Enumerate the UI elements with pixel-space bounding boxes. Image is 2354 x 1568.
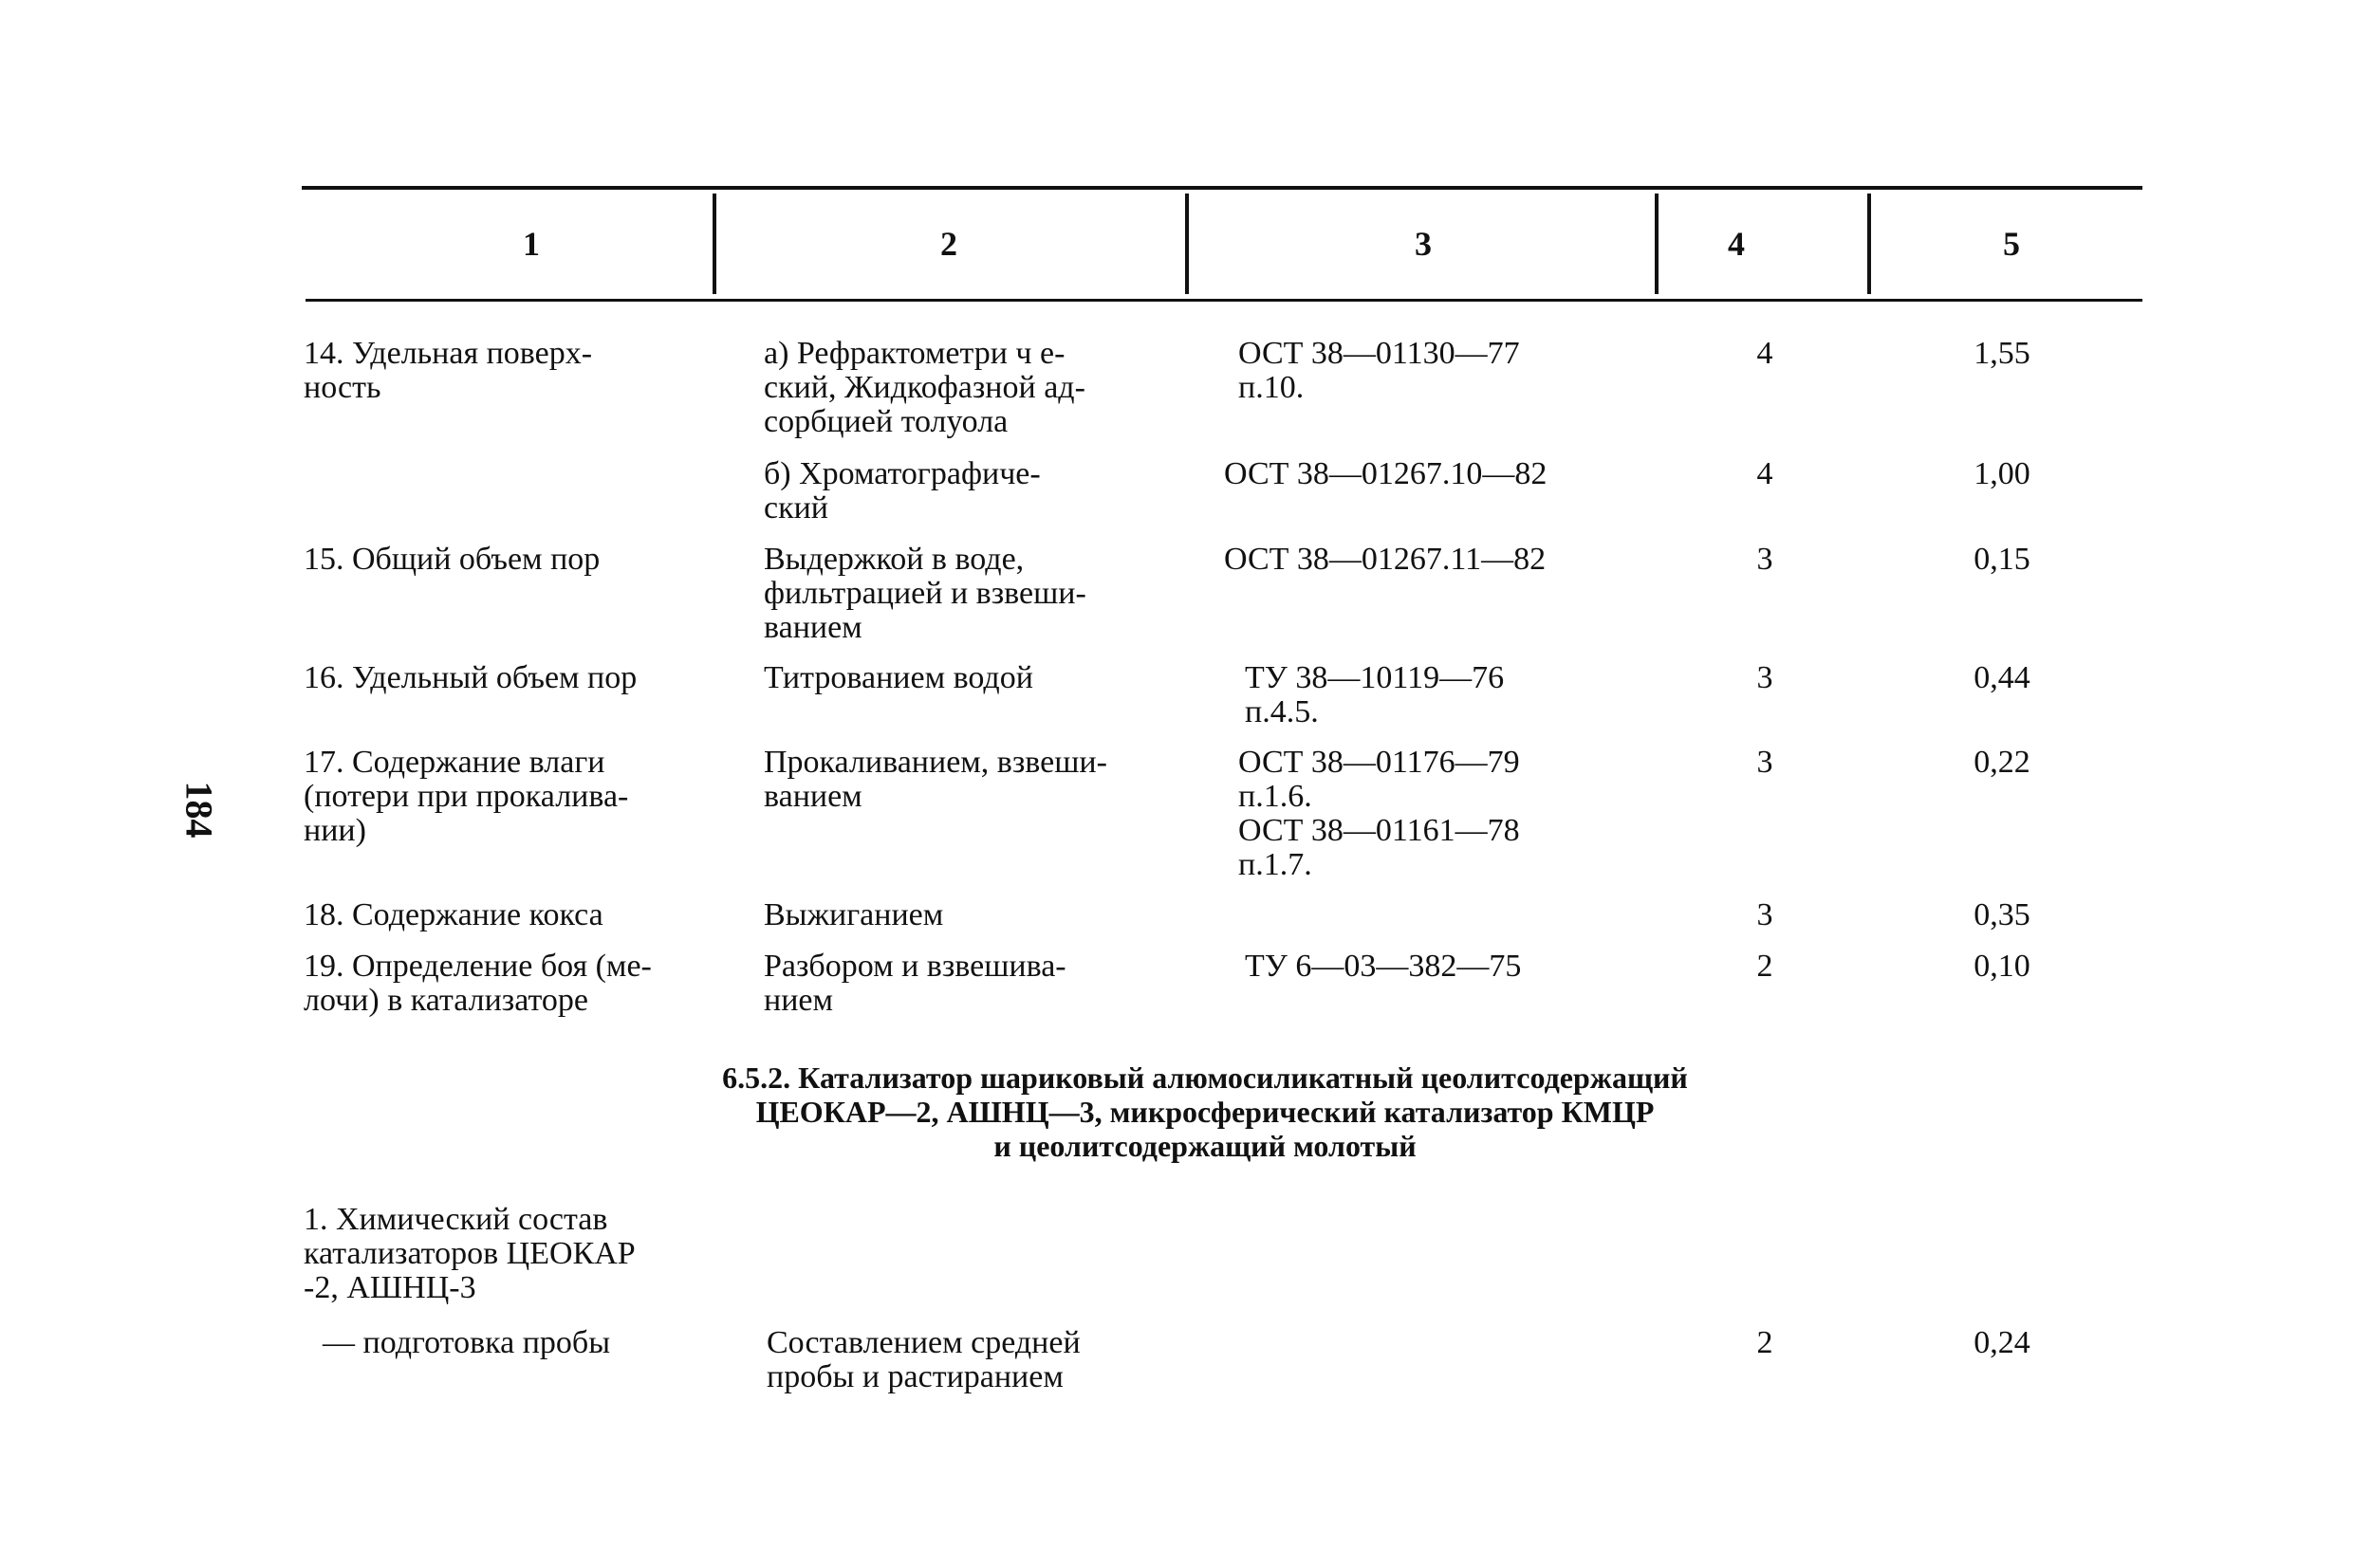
section-row-2-name: — подготовка пробы [323, 1325, 611, 1360]
table-row-17-name: 17. Содержание влаги (потери при прокалива- нии) [304, 745, 629, 848]
table-row-16-name: 16. Удельный объем пор [304, 660, 638, 695]
table-row-15-name: 15. Общий объем пор [304, 542, 601, 577]
column-header-4: 4 [1728, 225, 1745, 263]
table-row-18-method: Выжиганием [764, 897, 944, 932]
table-row-16-method: Титрованием водой [764, 660, 1033, 695]
table-row-15-col5: 0,15 [1974, 542, 2030, 577]
table-row-17-col4: 3 [1756, 745, 1773, 780]
table-row-19-method: Разбором и взвешива- нием [764, 949, 1066, 1018]
page-number: 184 [177, 781, 221, 839]
table-row-17-method: Прокаливанием, взвеши- ванием [764, 745, 1107, 814]
table-row-14b-method: б) Хроматографиче- ский [764, 456, 1041, 526]
column-divider-2 [1185, 194, 1189, 294]
section-row-2-method: Составлением средней пробы и растиранием [767, 1325, 1081, 1394]
column-header-5: 5 [2003, 225, 2020, 263]
column-divider-4 [1867, 194, 1871, 294]
column-header-2: 2 [940, 225, 957, 263]
column-divider-1 [713, 194, 716, 294]
table-row-16-col5: 0,44 [1974, 660, 2030, 695]
table-row-19-standard: ТУ 6—03—382—75 [1245, 949, 1522, 984]
table-top-rule [302, 186, 2142, 190]
table-row-15-standard: ОСТ 38—01267.11—82 [1224, 542, 1547, 577]
column-divider-3 [1655, 194, 1659, 294]
table-row-14b-col5: 1,00 [1974, 456, 2030, 491]
table-row-16-standard: ТУ 38—10119—76 п.4.5. [1245, 660, 1505, 729]
column-header-1: 1 [523, 225, 540, 263]
column-header-3: 3 [1415, 225, 1432, 263]
table-row-19-col5: 0,10 [1974, 949, 2030, 984]
table-row-16-col4: 3 [1756, 660, 1773, 695]
table-row-18-name: 18. Содержание кокса [304, 897, 603, 932]
table-row-14-standard: ОСТ 38—01130—77 п.10. [1238, 336, 1520, 405]
table-row-14-name: 14. Удельная поверх- ность [304, 336, 593, 405]
table-row-19-col4: 2 [1756, 949, 1773, 984]
table-row-17-col5: 0,22 [1974, 745, 2030, 780]
section-row-2-col5: 0,24 [1974, 1325, 2030, 1360]
table-row-15-col4: 3 [1756, 542, 1773, 577]
table-row-14b-standard: ОСТ 38—01267.10—82 [1224, 456, 1548, 491]
table-row-14b-col4: 4 [1756, 456, 1773, 491]
section-row-2-col4: 2 [1756, 1325, 1773, 1360]
table-row-19-name: 19. Определение боя (ме- лочи) в катализаторе [304, 949, 652, 1018]
table-row-18-col5: 0,35 [1974, 897, 2030, 932]
section-row-1-name: 1. Химический состав катализаторов ЦЕОКАР -2, АШНЦ-3 [304, 1202, 636, 1305]
table-row-14-method: а) Рефрактометри ч е- ский, Жидкофазной ад- сорбцией толуола [764, 336, 1085, 439]
table-header-bottom-rule [306, 299, 2142, 302]
table-row-14-col5: 1,55 [1974, 336, 2030, 371]
section-heading: 6.5.2. Катализатор шариковый алюмосиликатный цеолитсодержащий ЦЕОКАР—2, АШНЦ—3, микросферический катализатор КМЦР и цеолитсодержащий молотый [722, 1061, 1688, 1163]
table-row-18-col4: 3 [1756, 897, 1773, 932]
table-row-14-col4: 4 [1756, 336, 1773, 371]
table-row-15-method: Выдержкой в воде, фильтрацией и взвеши- ванием [764, 542, 1086, 645]
table-row-17-standard: ОСТ 38—01176—79 п.1.6. ОСТ 38—01161—78 п.1.7. [1238, 745, 1520, 882]
